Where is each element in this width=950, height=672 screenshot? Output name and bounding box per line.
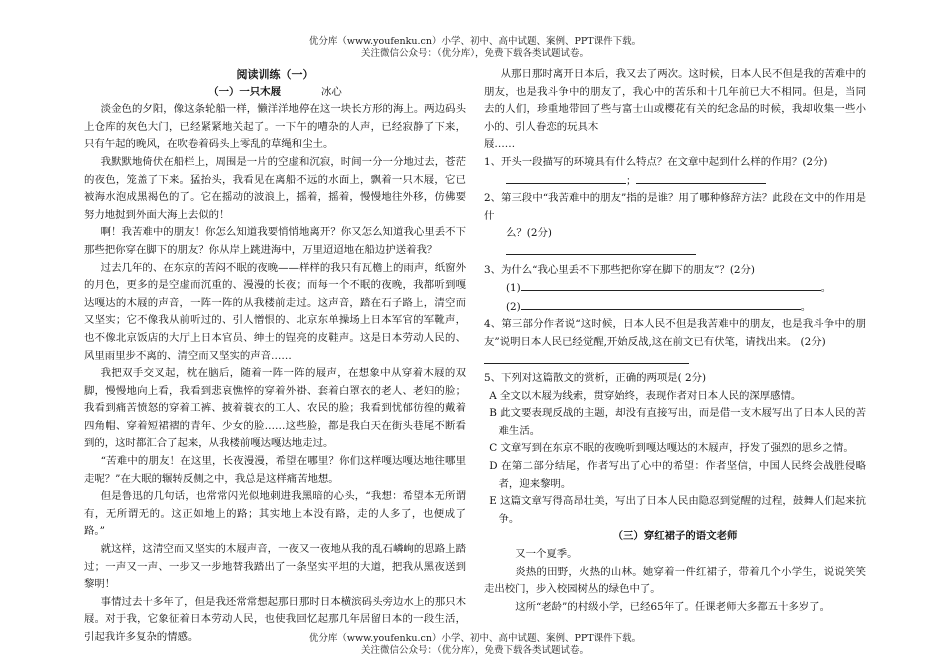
question-1: 1、开头一段描写的环境具有什么特点？在文章中起到什么样的作用？(2分) xyxy=(484,155,828,168)
page-footer xyxy=(0,633,950,657)
section-1-title: （一）一只木屐 xyxy=(208,85,281,98)
answer-line[interactable] xyxy=(484,352,689,364)
right-column xyxy=(484,66,866,632)
footer-line-2: 关注微信公众号：（优分库），免费下载各类试题试卷。 xyxy=(360,645,589,656)
paragraph: 事情过去十多年了，但是我还常常想起那日那时日本横滨码头旁边水上的那只木屐。对于我，它象征着日本劳动人民，也使我回忆起那几年居留日本的一段生活，引起我许多复杂的情感。 xyxy=(84,595,466,643)
footer-line-1: 优分库（www.youfenku.cn）小学、初中、高中试题、案例、PPT课件下载。 xyxy=(308,633,642,644)
question-5: 5、下列对这篇散文的赏析，正确的两项是( 2分) xyxy=(484,372,707,385)
left-column xyxy=(84,66,466,643)
paragraph: 过去几年的、在东京的苦闷不眠的夜晚——样样的我只有瓦檐上的雨声，纸窗外的月色，更多的是空虚而沉重的、漫漫的长夜；而每一个不眠的夜晚，我都听到嘎达嘎达的木屐的声音，一阵一阵的从我楼前走过。这声音，踏在石子路上，清空而又坚实；它不像我从前听过的、引人憎恨的、北京东单操场上日本军官的军靴声，也不像北京饭店的大厅上日本官员、绅士的锃亮的皮鞋声。这是日本劳动人民的、风里雨里步不离的、清空而又坚实的声音…… xyxy=(84,261,466,362)
answer-period: 。 xyxy=(820,282,832,295)
answer-3-1 xyxy=(484,279,866,298)
answer-line[interactable] xyxy=(636,172,766,184)
section-1-heading xyxy=(84,84,466,102)
question-3: 3、为什么“我心里丢不下那些把你穿在脚下的朋友”？(2分) xyxy=(484,263,755,276)
answer-lines-2 xyxy=(484,243,866,262)
answer-line[interactable] xyxy=(521,298,801,310)
paragraph: 啊！我苦难中的朋友！你怎么知道我要悄悄地离开？你又怎么知道我心里丢不下那些把你穿在脚下的朋友？你从岸上跳进海中，万里迢迢地在船边护送着我？ xyxy=(84,226,466,256)
paragraph: 淡金色的夕阳，像这条轮船一样，懒洋洋地停在这一块长方形的海上。两边码头上仓库的灰色大门，已经紧紧地关起了。一下午的嘈杂的人声，已经寂静了下来，只有午起的晚风，在吹卷着码头上零乱的草绳和尘土。 xyxy=(84,103,466,151)
question-4: 4、第三部分作者说“这时候，日本人民不但是我苦难中的朋友，也是我斗争中的朋友”说明日本人民已经觉醒,开始反战,这在前文已有伏笔，请找出来。 (2分) xyxy=(484,318,866,348)
answer-number: (2) xyxy=(506,300,521,313)
answer-line[interactable] xyxy=(506,243,696,255)
option-d: D 在第二部分结尾，作者写出了心中的希望：作者坚信，中国人民终会战胜侵略者，迎来黎明。 xyxy=(489,460,866,490)
option-a: A 全文以木屐为线索，贯穿始终，表现作者对日本人民的深厚感情。 xyxy=(489,389,802,402)
option-e: E 这篇文章写得高昂壮美，写出了日本人民由隐忍到觉醒的过程，鼓舞人们起来抗争。 xyxy=(489,495,866,525)
paragraph: 我默默地倚伏在船栏上，周围是一片的空虚和沉寂，时间一分一分地过去，苍茫的夜色，笼盖了下来。猛抬头，我看见在离船不远的水面上，飘着一只木屐，它已被海水泡成黑褐色的了。它在摇动的波浪上，摇着，摇着，慢慢地往外移，仿佛要努力地挝到外面大海上去似的！ xyxy=(84,155,466,221)
option-c: C 文章写到在东京不眠的夜晚听到嘎达嘎达的木屐声，抒发了强烈的思乡之情。 xyxy=(489,442,854,455)
question-2-cont: 么？(2分) xyxy=(506,227,552,240)
paragraph: 这所“老龄”的村级小学，已经65年了。任课老师大多都五十多岁了。 xyxy=(515,600,830,613)
answer-period: 。 xyxy=(800,300,812,313)
exercise-title: 阅读训练（一） xyxy=(236,68,314,81)
answer-line[interactable] xyxy=(506,172,626,184)
answer-lines-4 xyxy=(484,352,866,371)
section-1-author: 冰心 xyxy=(320,85,342,98)
paragraph: 炎热的田野，火热的山林。她穿着一件红裙子，带着几个小学生，说说笑笑走出校门，步入校园树丛的绿色中了。 xyxy=(484,565,866,596)
answer-line[interactable] xyxy=(521,279,821,291)
paragraph: 就这样，这清空而又坚实的木屐声音，一夜又一夜地从我的乱石嶙峋的思路上踏过；一声又一声、一步又一步地替我踏出了一条坚实平坦的大道，把我从黑夜送到黎明！ xyxy=(84,543,466,591)
paragraph: “苦难中的朋友！在这里，长夜漫漫，希望在哪里？你们这样嘎达嘎达地往哪里走呢？”在大眠的辗转反侧之中，我总是这样痛苦地想。 xyxy=(84,455,466,485)
header-line-1: 优分库（www.youfenku.cn）小学、初中、高中试题、案例、PPT课件下载。 xyxy=(308,36,642,47)
header-line-2: 关注微信公众号：（优分库），免费下载各类试题试卷。 xyxy=(360,48,589,59)
answer-lines-1 xyxy=(484,172,866,191)
answer-separator: ； xyxy=(626,174,637,187)
paragraph: 但是鲁迅的几句话，也常常闪光似地刺进我黑暗的心头，“我想：希望本无所谓有，无所谓无的。这正如地上的路；其实地上本没有路，走的人多了，也便成了路。” xyxy=(84,490,466,538)
section-3-heading xyxy=(484,528,866,546)
answer-number: (1) xyxy=(506,282,521,295)
option-b: B 此文要表现反战的主题，却没有直接写出，而是借一支木屐写出了日本人民的苦难生活。 xyxy=(489,407,866,437)
question-2: 2、第三段中“我苦难中的朋友”指的是谁？用了哪种修辞方法？此段在文中的作用是什 xyxy=(484,192,866,222)
page-header xyxy=(0,36,950,60)
section-3-title: （三）穿红裙子的语文老师 xyxy=(612,530,738,543)
paragraph-end: 屐…… xyxy=(484,138,516,151)
paragraph: 又一个夏季。 xyxy=(515,548,578,561)
paragraph: 我把双手交叉起，枕在脑后，随着一阵一阵的屐声，在想象中从穿着木屐的双脚，慢慢地向上看，我看到悲哀憔悴的穿着外褂、套着白罩衣的老人、老妇的脸；我看到痛苦愤怒的穿着工裤、披着蓑衣的工人、农民的脸；我看到忧郁彷徨的戴着四角帽、穿着短裙褶的青年、少女的脸……这些脸，都是我白天在街头巷尾不断看到的，这时都汇合了起来，从我楼前嘎达嘎达地走过。 xyxy=(84,367,466,450)
paragraph: 从那日那时离开日本后，我又去了两次。这时候，日本人民不但是我的苦难中的朋友，也是我斗争中的朋友了，我心中的苦乐和十几年前已大不相同。但是，当同去的人们，珍重地带回了些与富士山或樱花有关的纪念品的时候，我却收集一些小小的、引人眷恋的玩具木 xyxy=(484,68,866,133)
answer-3-2 xyxy=(484,298,866,317)
